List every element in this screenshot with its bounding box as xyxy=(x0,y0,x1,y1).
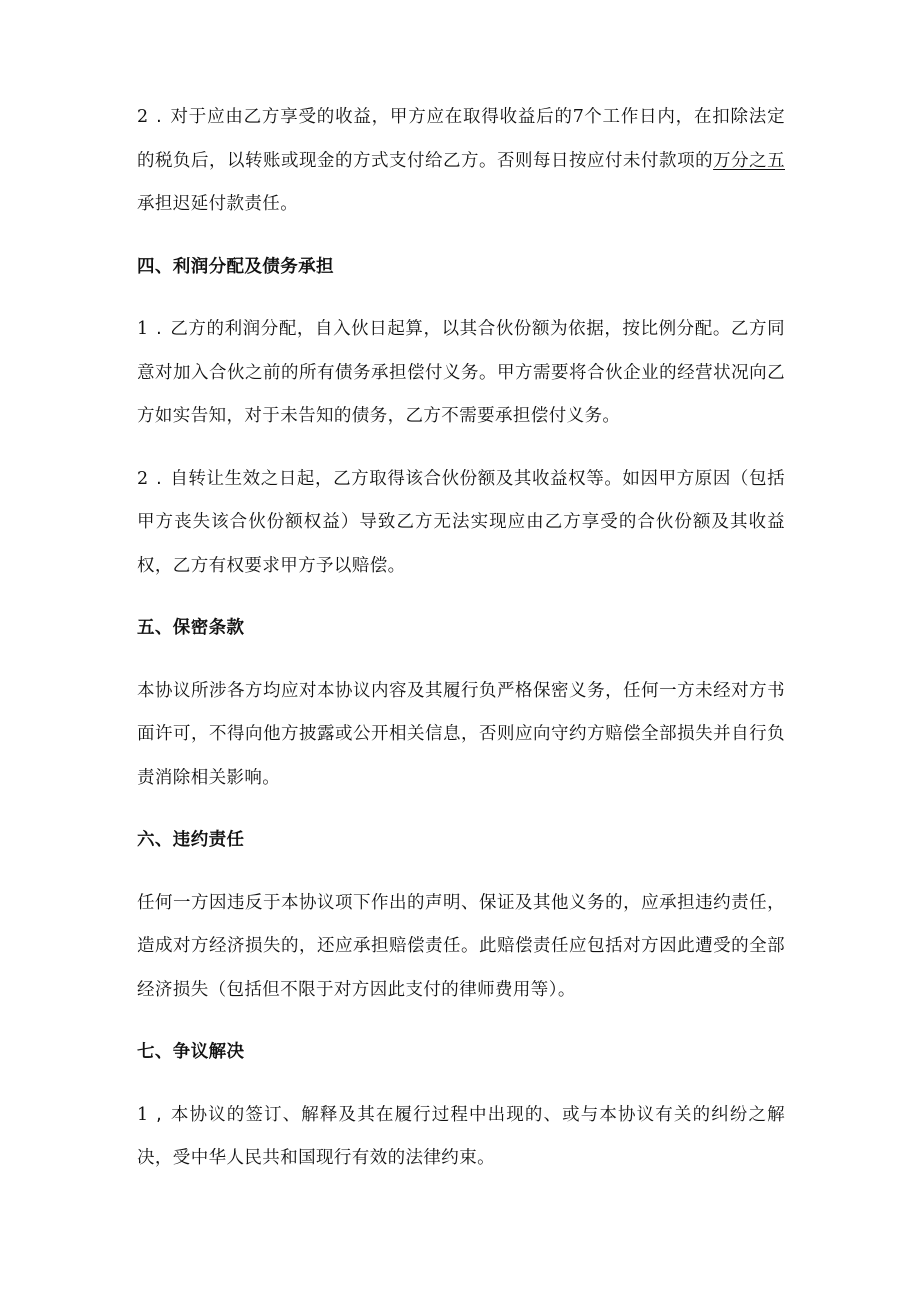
clause-4-2 xyxy=(137,458,785,589)
section-heading-6: 六、违约责任 xyxy=(137,830,245,850)
clause-4-1 xyxy=(137,308,785,439)
clause-separator: . xyxy=(156,468,163,489)
clause-5-body: 本协议所涉各方均应对本协议内容及其履行负严格保密义务，任何一方未经对方书面许可，不得向他方披露或公开相关信息，否则应向守约方赔偿全部损失并自行负责消除相关影响。 xyxy=(137,680,785,788)
clause-6-body: 任何一方因违反于本协议项下作出的声明、保证及其他义务的，应承担违约责任，造成对方经济损失的，还应承担赔偿责任。此赔偿责任应包括对方因此遭受的全部经济损失（包括但不限于对方因此支付的律师费用等）。 xyxy=(137,892,785,1000)
clause-separator: , xyxy=(156,1104,163,1125)
clause-number: 1 xyxy=(137,1104,149,1125)
clause-text: 本协议的签订、解释及其在履行过程中出现的、或与本协议有关的纠纷之解决，受中华人民共和国现行有效的法律约束。 xyxy=(137,1104,785,1168)
clause-text: 自转让生效之日起，乙方取得该合伙份额及其收益权等。如因甲方原因（包括甲方丧失该合伙份额权益）导致乙方无法实现应由乙方享受的合伙份额及其收益权，乙方有权要求甲方予以赔偿。 xyxy=(137,468,785,576)
clause-number: 2 xyxy=(137,468,149,489)
clause-separator: . xyxy=(156,319,163,339)
clause-text: 对于应由乙方享受的收益，甲方应在取得收益后的 xyxy=(170,107,573,127)
clause-separator: . xyxy=(156,107,163,127)
document-page xyxy=(137,96,785,1200)
section-heading-5: 五、保密条款 xyxy=(137,618,245,638)
section-heading-7: 七、争议解决 xyxy=(137,1042,245,1062)
penalty-rate: 万分之五 xyxy=(713,150,785,171)
clause-text: 乙方的利润分配，自入伙日起算，以其合伙份额为依据，按比例分配。乙方同意对加入合伙之前的所有债务承担偿付义务。甲方需要将合伙企业的经营状况向乙方如实告知，对于未告知的债务，乙方不需要承担偿付义务。 xyxy=(137,319,785,426)
clause-number: 1 xyxy=(137,319,149,339)
clause-text-cont: 个工作日内，在扣除法定的税负后，以转账或现金的方式支付给乙方。否则每日按应付未付款项的 xyxy=(137,107,785,171)
section-heading-4: 四、利润分配及债务承担 xyxy=(137,256,334,277)
days-number: 7 xyxy=(572,107,584,127)
clause-3-2 xyxy=(137,96,785,227)
clause-number: 2 xyxy=(137,107,149,127)
clause-text-tail: 承担迟延付款责任。 xyxy=(137,194,299,214)
clause-7-1 xyxy=(137,1094,785,1181)
